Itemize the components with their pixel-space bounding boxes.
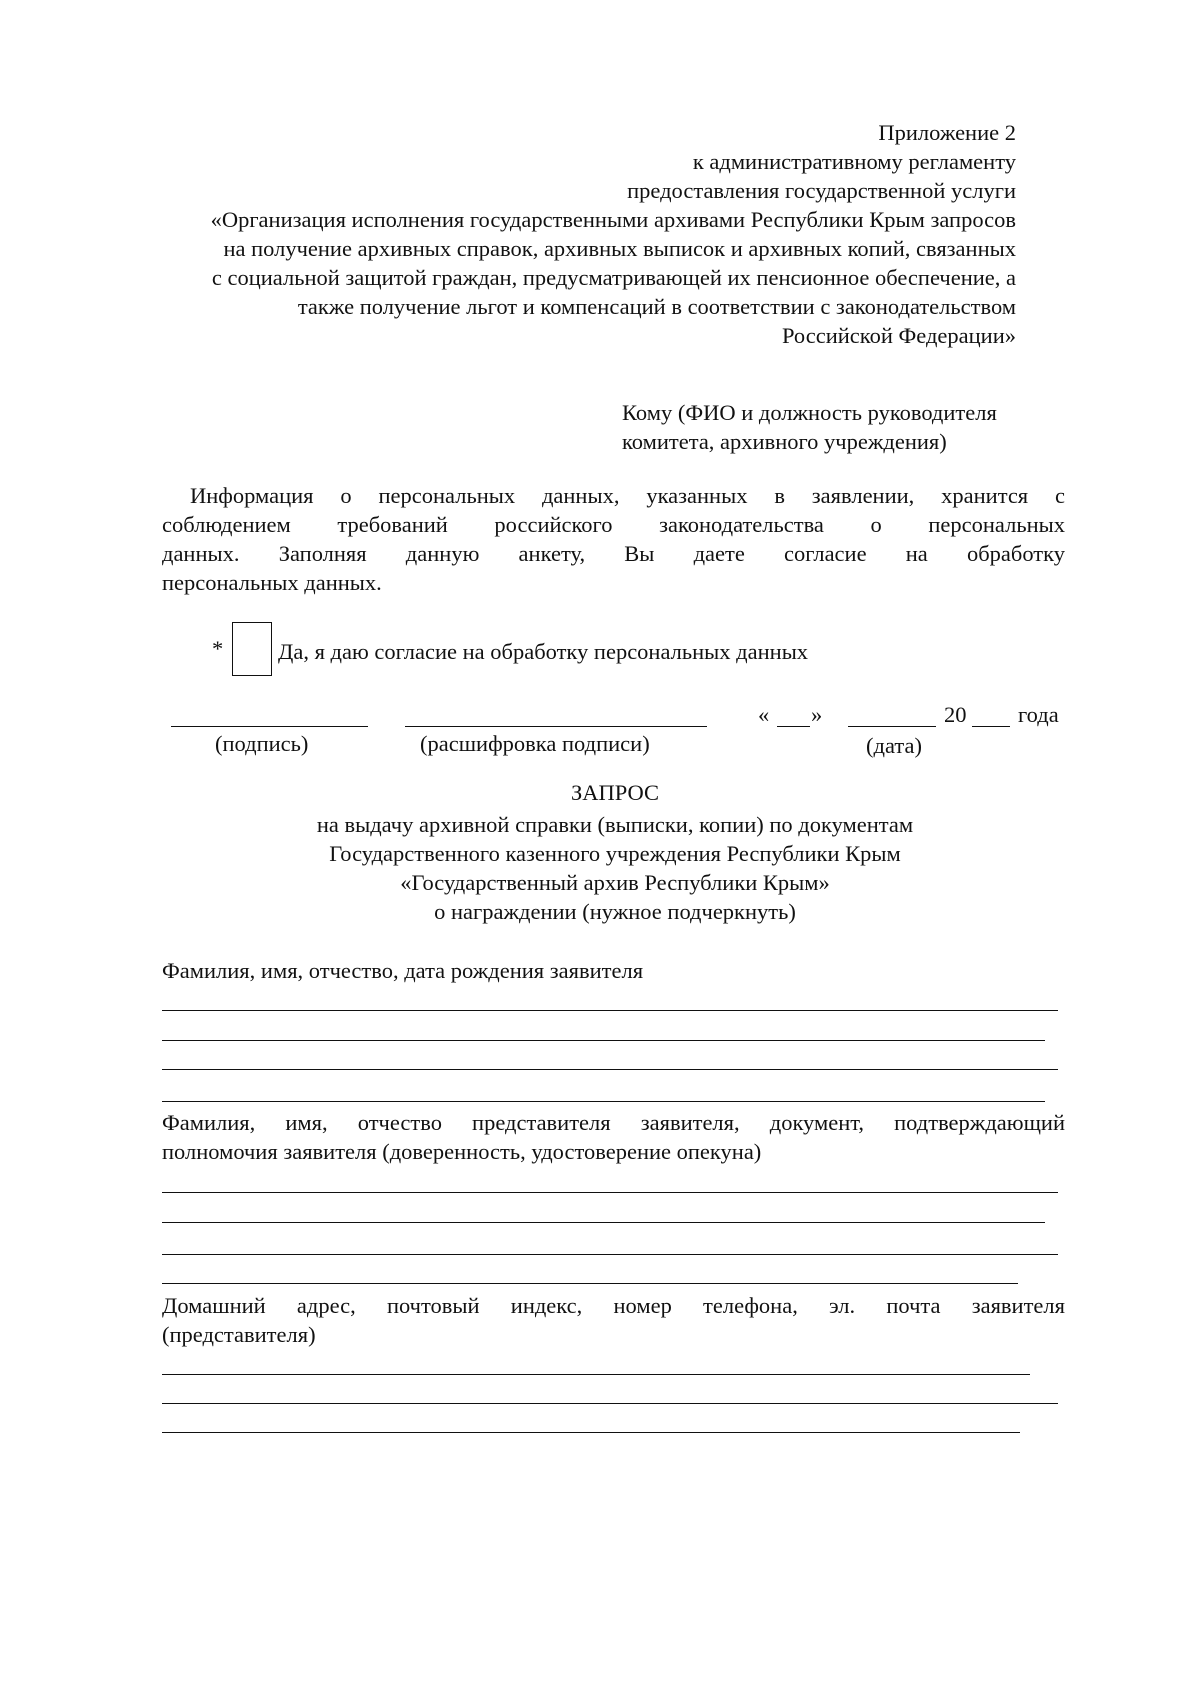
representative-input-line[interactable] — [162, 1192, 1058, 1193]
signature-caption: (подпись) — [215, 731, 309, 756]
request-line: на выдачу архивной справки (выписки, копии) по документам — [316, 812, 914, 837]
appendix-line: на получение архивных справок, архивных выписок и архивных копий, связанных — [223, 236, 1016, 261]
appendix-line: к административному регламенту — [692, 149, 1016, 174]
request-line: о награждении (нужное подчеркнуть) — [434, 899, 796, 924]
consent-checkbox[interactable] — [232, 622, 272, 676]
address-input-line[interactable] — [162, 1403, 1058, 1404]
applicant-input-line[interactable] — [162, 1010, 1058, 1011]
addressee-line: Кому (ФИО и должность руководителя — [622, 400, 997, 425]
date-year-line[interactable] — [972, 726, 1010, 727]
applicant-input-line[interactable] — [162, 1069, 1058, 1070]
privacy-notice-line: данных. Заполняя данную анкету, Вы даете согласие на обработку — [162, 541, 1065, 566]
address-label: (представителя) — [162, 1322, 316, 1347]
applicant-input-line[interactable] — [162, 1040, 1045, 1041]
appendix-line: «Организация исполнения государственными архивами Республики Крым запросов — [210, 207, 1016, 232]
addressee-line: комитета, архивного учреждения) — [622, 429, 947, 454]
request-line: «Государственный архив Республики Крым» — [400, 870, 830, 895]
appendix-line: Российской Федерации» — [781, 323, 1016, 348]
date-year-suffix: года — [1018, 702, 1059, 727]
consent-label: Да, я даю согласие на обработку персональных данных — [278, 639, 809, 664]
appendix-title: Приложение 2 — [878, 120, 1016, 145]
date-year-prefix: 20 — [944, 702, 967, 727]
representative-input-line[interactable] — [162, 1283, 1018, 1284]
signature-line[interactable] — [171, 726, 368, 727]
address-input-line[interactable] — [162, 1432, 1020, 1433]
required-asterisk: * — [212, 636, 224, 661]
date-month-line[interactable] — [848, 726, 936, 727]
appendix-line: с социальной защитой граждан, предусматривающей их пенсионное обеспечение, а — [211, 265, 1016, 290]
request-line: Государственного казенного учреждения Республики Крым — [329, 841, 901, 866]
address-input-line[interactable] — [162, 1374, 1030, 1375]
privacy-notice-line: Информация о персональных данных, указанных в заявлении, хранится с — [190, 483, 1065, 508]
representative-input-line[interactable] — [162, 1222, 1045, 1223]
privacy-notice-line: персональных данных. — [162, 570, 382, 595]
date-quote-close: » — [811, 702, 823, 727]
representative-input-line[interactable] — [162, 1254, 1058, 1255]
date-caption: (дата) — [866, 733, 922, 758]
applicant-input-line[interactable] — [162, 1101, 1045, 1102]
signature-decoding-line[interactable] — [405, 726, 707, 727]
representative-label: полномочия заявителя (доверенность, удостоверение опекуна) — [162, 1139, 762, 1164]
applicant-label: Фамилия, имя, отчество, дата рождения заявителя — [162, 958, 644, 983]
date-quote-open: « — [758, 702, 770, 727]
request-title: ЗАПРОС — [570, 780, 660, 805]
appendix-line: предоставления государственной услуги — [627, 178, 1016, 203]
privacy-notice-line: соблюдением требований российского законодательства о персональных — [162, 512, 1065, 537]
date-day-line[interactable] — [777, 726, 810, 727]
signature-decoding-caption: (расшифровка подписи) — [420, 731, 650, 756]
address-label: Домашний адрес, почтовый индекс, номер телефона, эл. почта заявителя — [162, 1293, 1065, 1318]
representative-label: Фамилия, имя, отчество представителя заявителя, документ, подтверждающий — [162, 1110, 1065, 1135]
appendix-line: также получение льгот и компенсаций в соответствии с законодательством — [297, 294, 1016, 319]
